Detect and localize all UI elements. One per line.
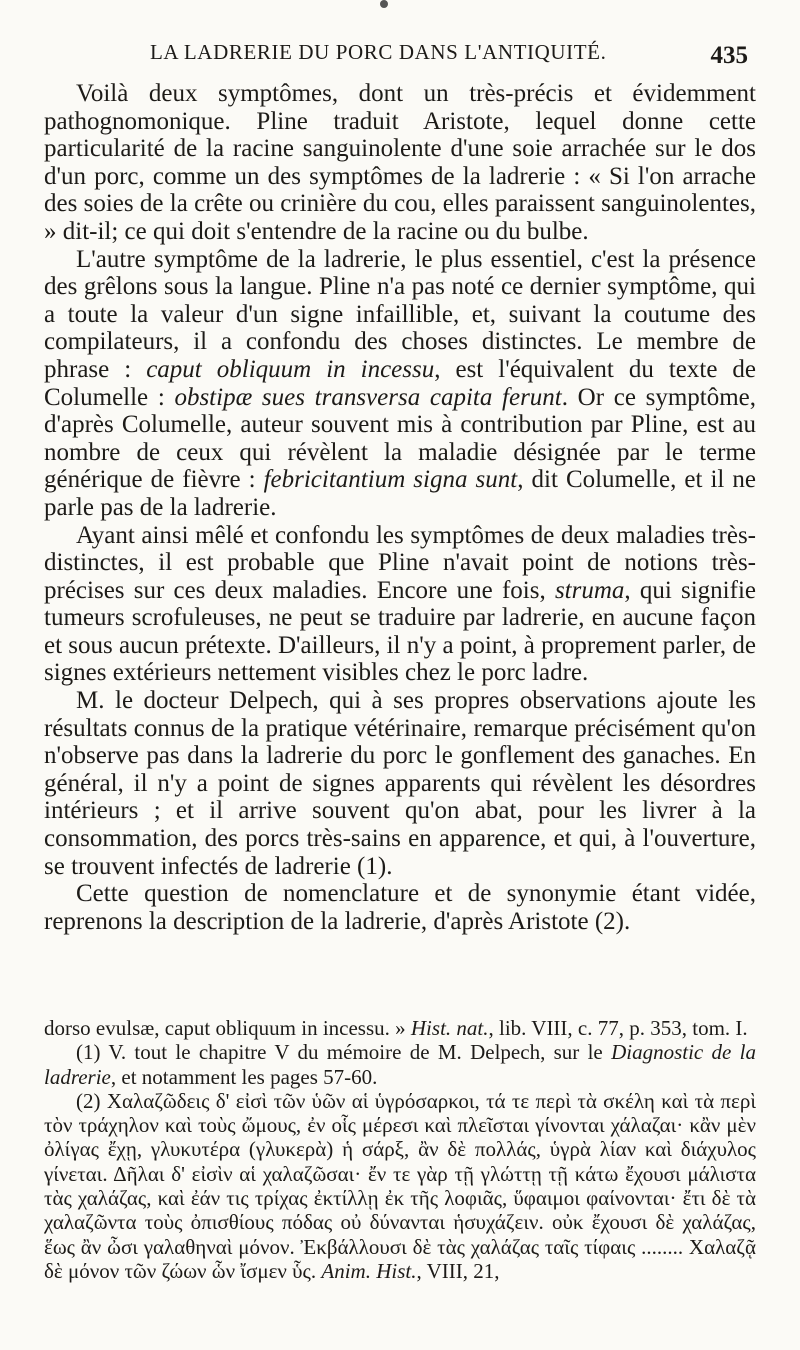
latin-word: struma (554, 576, 625, 604)
footnotes (44, 1016, 756, 1283)
footnote-continuation: dorso evulsæ, caput obliquum in incessu. » Hist. nat., lib. VIII, c. 77, p. 353, tom. I. (44, 1016, 748, 1040)
main-text (44, 80, 756, 935)
latin-quote: caput obliquum in incessu (146, 355, 435, 383)
citation-title: Anim. Hist. (321, 1258, 417, 1283)
paragraph: Ayant ainsi mêlé et confondu les symptômes de deux maladies très-distinctes, il est probable que Pline n'avait point de notions très-précises sur ces deux maladies. Encore une fois, struma, qui signifie tumeurs scrofuleuses, ne peut se traduire par ladrerie, en aucune façon et sous aucun prétexte. D'ailleurs, il n'y a point, à proprement parler, de signes extérieurs nettement visibles chez le porc ladre. (44, 521, 756, 687)
page-header (72, 40, 752, 80)
footnote-1: (1) V. tout le chapitre V du mémoire de M. Delpech, sur le Diagnostic de la ladrerie, et notamment les pages 57-60. (44, 1040, 756, 1089)
ink-dot (380, 0, 388, 8)
paragraph: L'autre symptôme de la ladrerie, le plus essentiel, c'est la présence des grêlons sous la langue. Pline n'a pas noté ce dernier symptôme, qui a toute la valeur d'un signe infaillible, et, suivant la coutume des compilateurs, il a confondu des choses distinctes. Le membre de phrase : caput obliquum in incessu, est l'équivalent du texte de Columelle : obstipæ sues transversa capita ferunt. Or ce symptôme, d'après Columelle, auteur souvent mis à contribution par Pline, est au nombre de ceux qui révèlent la maladie désignée par le terme générique de fièvre : febricitantium signa sunt, dit Columelle, et il ne parle pas de la ladrerie. (44, 245, 757, 521)
latin-quote: obstipæ sues transversa capita ferunt (174, 383, 562, 411)
running-title: LA LADRERIE DU PORC DANS L'ANTIQUITÉ. (150, 40, 607, 64)
paragraph: Cette question de nomenclature et de synonymie étant vidée, reprenons la description de la ladrerie, d'après Aristote (2). (44, 880, 756, 935)
footnote-2: (2) Χαλαζῶδεις δ' εἰσὶ τῶν ὑῶν αἱ ὑγρόσαρκοι, τά τε περὶ τὰ σκέλη καὶ τὰ περὶ τὸν τράχηλον καὶ τοὺς ὤμους, ἐν οἷς μέρεσι καὶ πλεῖσται γίνονται χάλαζαι· κἂν μὲν ὀλίγας ἔχῃ, γλυκυτέρα (γλυκερὰ) ἡ σάρξ, ἂν δὲ πολλάς, ὑγρὰ λίαν καὶ διάχυλος γίνεται. Δῆλαι δ' εἰσὶν αἱ χαλαζῶσαι· ἔν τε γὰρ τῇ γλώττῃ τῇ κάτω ἔχουσι μάλιστα τὰς χαλάζας, καὶ ἐάν τις τρίχας ἐκτίλλῃ ἐκ τῆς λοφιᾶς, ὕφαιμοι φαίνονται· ἔτι δὲ τὰ χαλαζῶντα τοὺς ὀπισθίους πόδας οὐ δύνανται ἡσυχάζειν. οὐκ ἔχουσι δὲ χαλάζας, ἕως ἂν ὦσι γαλαθηναὶ μόνον. Ἐκβάλλουσι δὲ τὰς χαλάζας ταῖς τίφαις ........ Χαλαζᾷ δὲ μόνον τῶν ζώων ὧν ἴσμεν ὗς. Anim. Hist., VIII, 21, (44, 1088, 756, 1283)
paragraph: Voilà deux symptômes, dont un très-précis et évidemment pathognomonique. Pline traduit Aristote, lequel donne cette particularité de la racine sanguinolente d'une soie arrachée sur le dos d'un porc, comme un des symptômes de la ladrerie : « Si l'on arrache des soies de la crête ou crinière du cou, elles paraissent sanguinolentes, » dit-il; ce qui doit s'entendre de la racine ou du bulbe. (44, 80, 756, 245)
page-number: 435 (710, 42, 748, 69)
paragraph: M. le docteur Delpech, qui à ses propres observations ajoute les résultats connus de la pratique vétérinaire, remarque précisément qu'on n'observe pas dans la ladrerie du porc le gonflement des ganaches. En général, il n'y a point de signes apparents qui révèlent les désordres intérieurs ; et il arrive souvent qu'on abat, pour les livrer à la consommation, des porcs très-sains en apparence, et qui, à l'ouverture, se trouvent infectés de ladrerie (1). (44, 687, 756, 880)
latin-quote: febricitantium signa sunt (263, 466, 518, 494)
citation-title: Diagnostic de la ladrerie (44, 1040, 756, 1089)
citation-title: Hist. nat. (410, 1016, 489, 1040)
